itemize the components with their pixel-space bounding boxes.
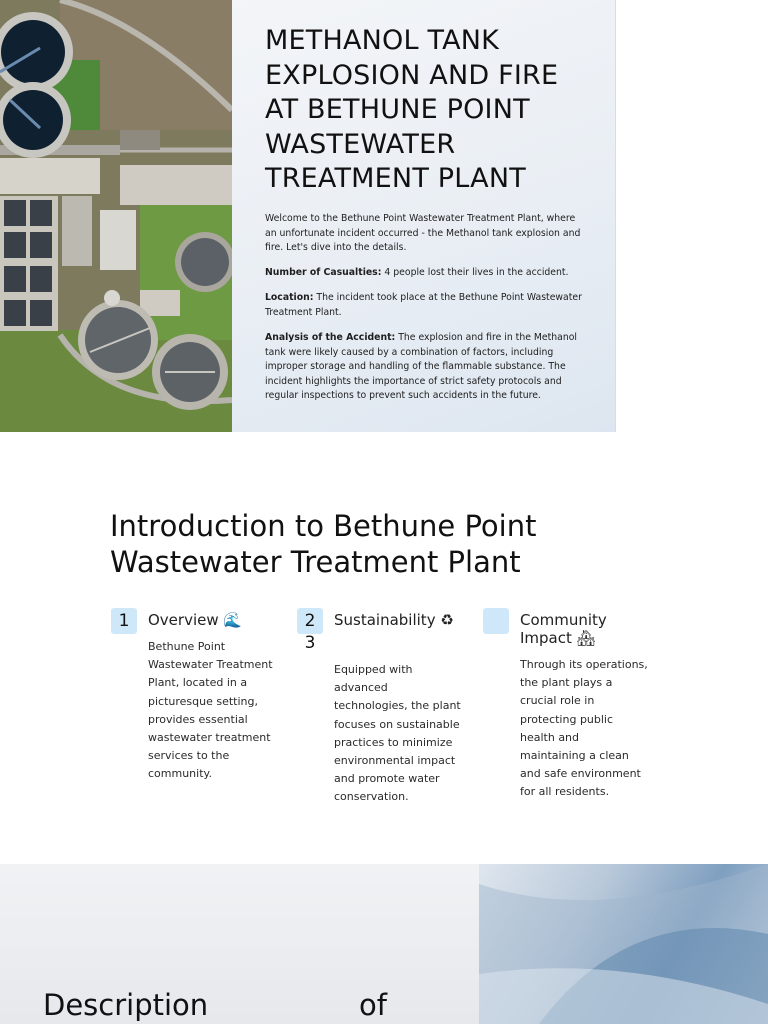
location-paragraph [265, 291, 583, 320]
step-number-badge [483, 608, 509, 634]
description-title-word: Description [43, 988, 209, 1022]
community-impact-heading: Community Impact 🏘 [520, 611, 607, 647]
incident-title: METHANOL TANK EXPLOSION AND FIRE AT BETHUNE POINT WASTEWATER TREATMENT PLANT [265, 25, 559, 194]
incident-slide [0, 0, 616, 432]
aerial-plant-illustration [0, 0, 232, 432]
analysis-label: Analysis of the Accident: [265, 332, 396, 344]
casualties-text: 4 people lost their lives in the accident. [381, 267, 569, 279]
sustainability-heading: Sustainability ♻ [334, 611, 454, 629]
analysis-text: The explosion and fire in the Methanol tank were likely caused by a combination of factors, including improper storage and handling of the flammable substance. The incident highlights the importance of strict safety protocols and regular inspections to prevent such accidents in the future. [265, 332, 578, 402]
analysis-paragraph [265, 331, 583, 404]
incident-text-panel [232, 0, 616, 432]
step-number-badge: 2 [297, 608, 323, 634]
overview-text: Bethune Point Wastewater Treatment Plant, located in a picturesque setting, provides essential wastewater treatment services to the community. [148, 640, 273, 781]
overview-heading: Overview 🌊 [148, 611, 243, 629]
description-slide [0, 864, 768, 1024]
step-number-badge: 1 [111, 608, 137, 634]
step-number-overflow: 3 [304, 633, 316, 653]
casualties-paragraph [265, 266, 583, 281]
location-label: Location: [265, 292, 314, 304]
incident-body [265, 212, 583, 415]
description-title-word: of [359, 988, 387, 1022]
abstract-wave-graphic [479, 864, 768, 1024]
aerial-plant-photo [0, 0, 232, 432]
incident-intro: Welcome to the Bethune Point Wastewater Treatment Plant, where an unfortunate incident occurred - the Methanol tank explosion and fire. Let's dive into the details. [265, 213, 581, 254]
casualties-label: Number of Casualties: [265, 267, 382, 279]
community-impact-text: Through its operations, the plant plays a crucial role in protecting public health and maintaining a clean and safe environment for all residents. [520, 658, 648, 799]
abstract-background-art [479, 864, 768, 1024]
sustainability-text: Equipped with advanced technologies, the plant focuses on sustainable practices to minimize environmental impact and promote water conservation. [334, 663, 461, 804]
introduction-title: Introduction to Bethune Point Wastewater Treatment Plant [110, 509, 537, 579]
location-text: The incident took place at the Bethune Point Wastewater Treatment Plant. [265, 292, 582, 318]
